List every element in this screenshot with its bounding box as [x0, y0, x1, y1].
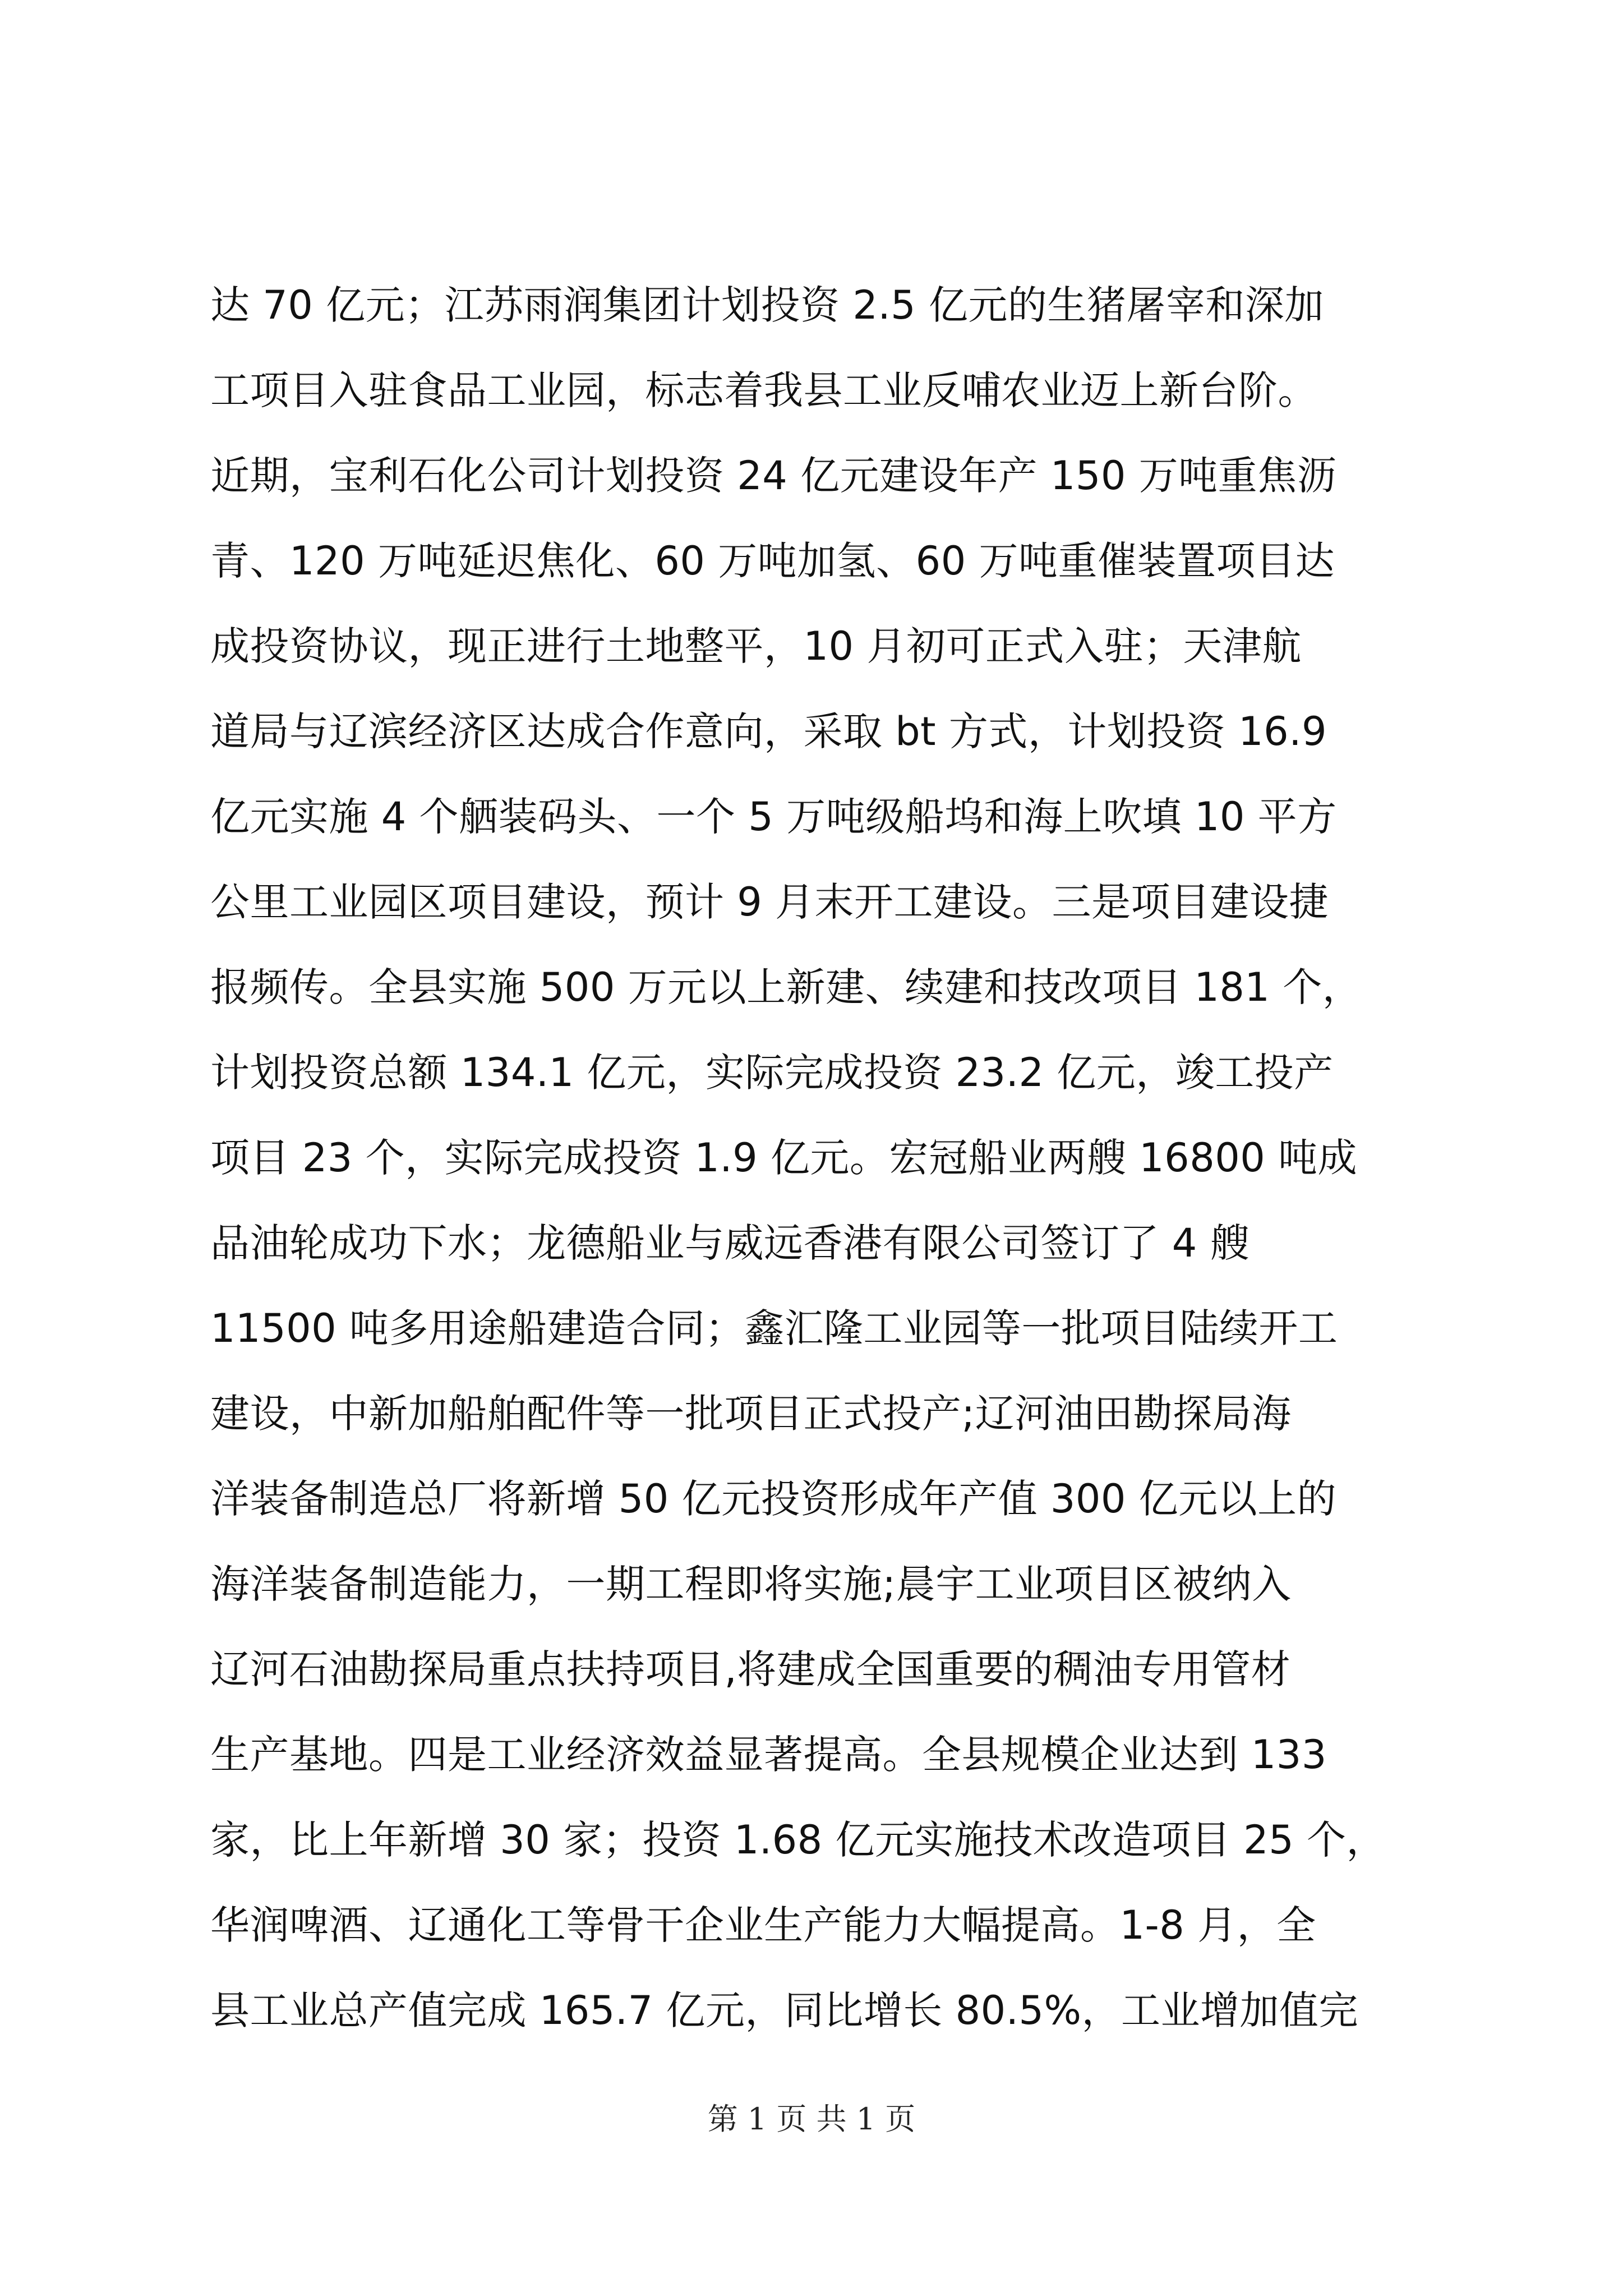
page-footer: 第 1 页 共 1 页: [707, 2101, 916, 2137]
text-line: 青、120 万吨延迟焦化、60 万吨加氢、60 万吨重催装置项目达: [210, 538, 1335, 584]
text-line: 华润啤酒、辽通化工等骨干企业生产能力大幅提高。1-8 月，全: [210, 1902, 1316, 1948]
text-line: 报频传。全县实施 500 万元以上新建、续建和技改项目 181 个，: [210, 964, 1362, 1010]
document-body: [210, 263, 1438, 2053]
text-line: 项目 23 个，实际完成投资 1.9 亿元。宏冠船业两艘 16800 吨成: [210, 1135, 1358, 1181]
text-line: 洋装备制造总厂将新增 50 亿元投资形成年产值 300 亿元以上的: [210, 1476, 1337, 1522]
text-line: 辽河石油勘探局重点扶持项目,将建成全国重要的稠油专用管材: [210, 1646, 1291, 1692]
text-line: 计划投资总额 134.1 亿元，实际完成投资 23.2 亿元，竣工投产: [210, 1050, 1334, 1096]
text-line: 近期，宝利石化公司计划投资 24 亿元建设年产 150 万吨重焦沥: [210, 453, 1337, 499]
text-line: 家，比上年新增 30 家；投资 1.68 亿元实施技术改造项目 25 个，: [210, 1817, 1386, 1863]
text-line: 11500 吨多用途船建造合同；鑫汇隆工业园等一批项目陆续开工: [210, 1305, 1338, 1351]
text-line: 亿元实施 4 个舾装码头、一个 5 万吨级船坞和海上吹填 10 平方: [210, 794, 1337, 840]
text-line: 生产基地。四是工业经济效益显著提高。全县规模企业达到 133: [210, 1732, 1327, 1778]
text-line: 县工业总产值完成 165.7 亿元，同比增长 80.5%，工业增加值完: [210, 1987, 1359, 2033]
text-line: 公里工业园区项目建设，预计 9 月末开工建设。三是项目建设捷: [210, 879, 1329, 925]
text-line: 品油轮成功下水；龙德船业与威远香港有限公司签订了 4 艘: [210, 1220, 1250, 1266]
text-line: 海洋装备制造能力，一期工程即将实施;晨宇工业项目区被纳入: [210, 1561, 1292, 1607]
text-line: 道局与辽滨经济区达成合作意向，采取 bt 方式，计划投资 16.9: [210, 708, 1327, 754]
text-line: 建设，中新加船舶配件等一批项目正式投产;辽河油田勘探局海: [210, 1391, 1292, 1437]
text-line: 成投资协议，现正进行土地整平，10 月初可正式入驻；天津航: [210, 623, 1302, 669]
text-line: 工项目入驻食品工业园，标志着我县工业反哺农业迈上新台阶。: [210, 367, 1317, 413]
text-line: 达 70 亿元；江苏雨润集团计划投资 2.5 亿元的生猪屠宰和深加: [210, 282, 1324, 328]
